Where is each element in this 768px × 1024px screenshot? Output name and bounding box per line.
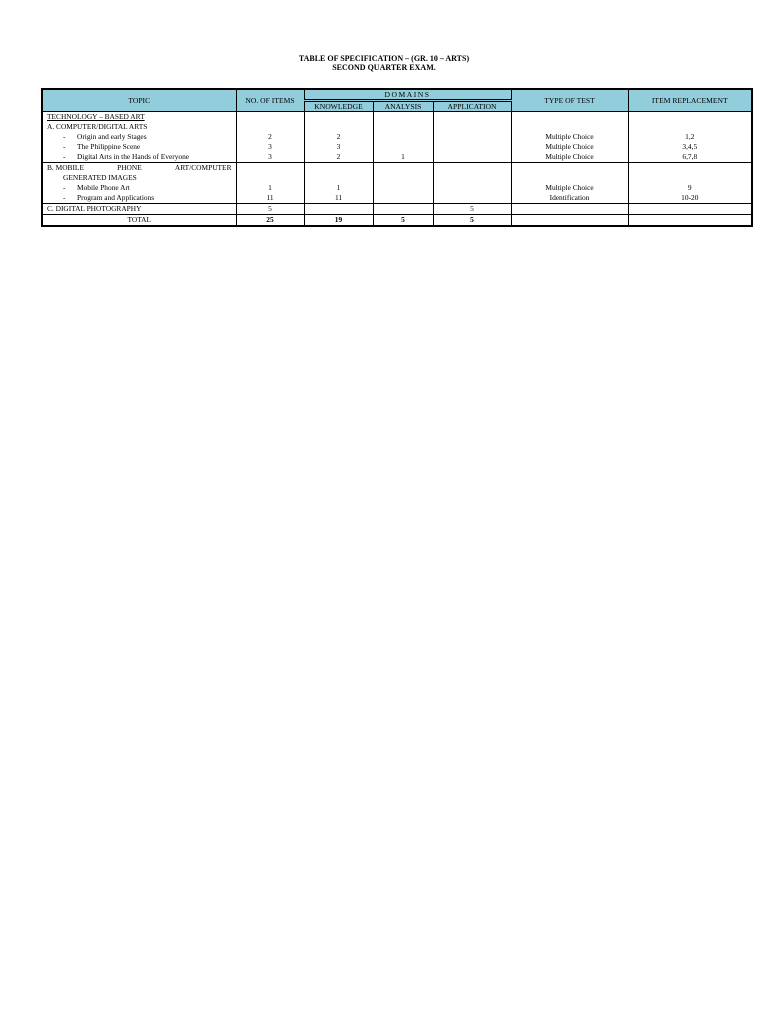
- bullet-dash: -: [63, 132, 66, 141]
- knowledge-cell: [304, 112, 373, 163]
- section-technology-topic: [42, 112, 236, 163]
- type-of-test-value: [511, 204, 628, 215]
- analysis-value: [374, 142, 433, 152]
- item-replacement-value: 6,7,8: [682, 152, 698, 161]
- topic-item: [47, 132, 236, 142]
- title-line-2: SECOND QUARTER EXAM.: [332, 63, 436, 72]
- item-replacement-cell: [628, 163, 752, 204]
- bullet-dash: -: [63, 142, 66, 151]
- header-domains: DOMAINS: [304, 89, 511, 101]
- analysis-value: [374, 132, 433, 142]
- application-cell: [433, 163, 511, 204]
- knowledge-value: [304, 204, 373, 215]
- knowledge-cell: [304, 163, 373, 204]
- type-of-test-value: Multiple Choice: [545, 142, 594, 151]
- header-knowledge: KNOWLEDGE: [304, 101, 373, 112]
- section-technology-row: [42, 112, 752, 163]
- header-no-items: NO. OF ITEMS: [236, 89, 304, 112]
- item-replacement-value: 3,4,5: [682, 142, 698, 151]
- type-of-test-cell: [511, 112, 628, 163]
- total-knowledge: 19: [304, 215, 373, 227]
- item-replacement-value: 1,2: [685, 132, 695, 141]
- no-items-value: 2: [268, 132, 272, 141]
- section-mobile-topic: [42, 163, 236, 204]
- total-no-items: 25: [236, 215, 304, 227]
- section-heading: TECHNOLOGY – BASED ART: [47, 112, 145, 121]
- no-items-value: 11: [266, 193, 274, 202]
- application-cell: [433, 112, 511, 163]
- no-items-value: 5: [236, 204, 304, 215]
- item-replacement-cell: [628, 112, 752, 163]
- header-row-1: [42, 89, 752, 101]
- no-items-value: 3: [268, 152, 272, 161]
- analysis-value: 1: [401, 152, 405, 161]
- document-title: [0, 54, 768, 72]
- total-analysis: 5: [373, 215, 433, 227]
- no-items-value: 1: [268, 183, 272, 192]
- analysis-cell: [373, 163, 433, 204]
- section-mobile-row: [42, 163, 752, 204]
- total-label: TOTAL: [42, 215, 236, 227]
- topic-item: [47, 152, 236, 162]
- topic-item: [47, 142, 236, 152]
- item-replacement-value: 9: [687, 183, 692, 192]
- topic-item-label: Origin and early Stages: [77, 132, 147, 141]
- heading-word: ART/COMPUTER: [174, 163, 232, 172]
- topic-item-label: Digital Arts in the Hands of Everyone: [77, 152, 190, 161]
- application-value: [434, 132, 511, 142]
- section-heading-continued: GENERATED IMAGES: [63, 173, 137, 182]
- no-items-value: 3: [268, 142, 272, 151]
- total-application: 5: [433, 215, 511, 227]
- heading-word: PHONE: [117, 163, 142, 172]
- knowledge-value: 2: [336, 152, 341, 161]
- analysis-value: [373, 204, 433, 215]
- section-subheading: A. COMPUTER/DIGITAL ARTS: [47, 122, 148, 131]
- section-photography-topic: [42, 204, 236, 215]
- section-heading: [47, 163, 236, 173]
- header-application: APPLICATION: [433, 101, 511, 112]
- header-item-replacement: ITEM REPLACEMENT: [628, 89, 752, 112]
- topic-item: [47, 183, 236, 193]
- header-type-of-test: TYPE OF TEST: [511, 89, 628, 112]
- application-value: [434, 193, 511, 203]
- topic-item: [47, 193, 236, 203]
- type-of-test-value: Multiple Choice: [545, 183, 594, 192]
- heading-word: B. MOBILE: [47, 163, 84, 172]
- type-of-test-cell: [511, 163, 628, 204]
- bullet-dash: -: [63, 152, 66, 161]
- total-type-of-test: [511, 215, 628, 227]
- knowledge-value: 1: [336, 183, 341, 192]
- application-value: [434, 152, 511, 162]
- analysis-value: [374, 193, 433, 203]
- application-value: [434, 142, 511, 152]
- topic-item-label: Mobile Phone Art: [77, 183, 130, 192]
- knowledge-value: 2: [336, 132, 341, 141]
- analysis-cell: [373, 112, 433, 163]
- total-item-replacement: [628, 215, 752, 227]
- item-replacement-value: [628, 204, 752, 215]
- knowledge-value: 11: [334, 193, 343, 202]
- section-heading: C. DIGITAL PHOTOGRAPHY: [47, 204, 142, 213]
- analysis-value: [374, 183, 433, 193]
- type-of-test-value: Identification: [549, 193, 590, 202]
- section-photography-row: [42, 204, 752, 215]
- bullet-dash: -: [63, 183, 66, 192]
- header-topic: TOPIC: [42, 89, 236, 112]
- title-line-1: TABLE OF SPECIFICATION – (GR. 10 – ARTS): [298, 54, 470, 63]
- topic-item-label: Program and Applications: [77, 193, 155, 202]
- no-items-cell: [236, 163, 304, 204]
- specification-table: [41, 88, 753, 227]
- type-of-test-value: Multiple Choice: [545, 152, 594, 161]
- total-row: [42, 215, 752, 227]
- header-analysis: ANALYSIS: [373, 101, 433, 112]
- item-replacement-value: 10-20: [681, 193, 699, 202]
- application-value: 5: [433, 204, 511, 215]
- topic-item-label: The Philippine Scene: [77, 142, 141, 151]
- bullet-dash: -: [63, 193, 66, 202]
- application-value: [434, 183, 511, 193]
- no-items-cell: [236, 112, 304, 163]
- type-of-test-value: Multiple Choice: [545, 132, 594, 141]
- knowledge-value: 3: [336, 142, 341, 151]
